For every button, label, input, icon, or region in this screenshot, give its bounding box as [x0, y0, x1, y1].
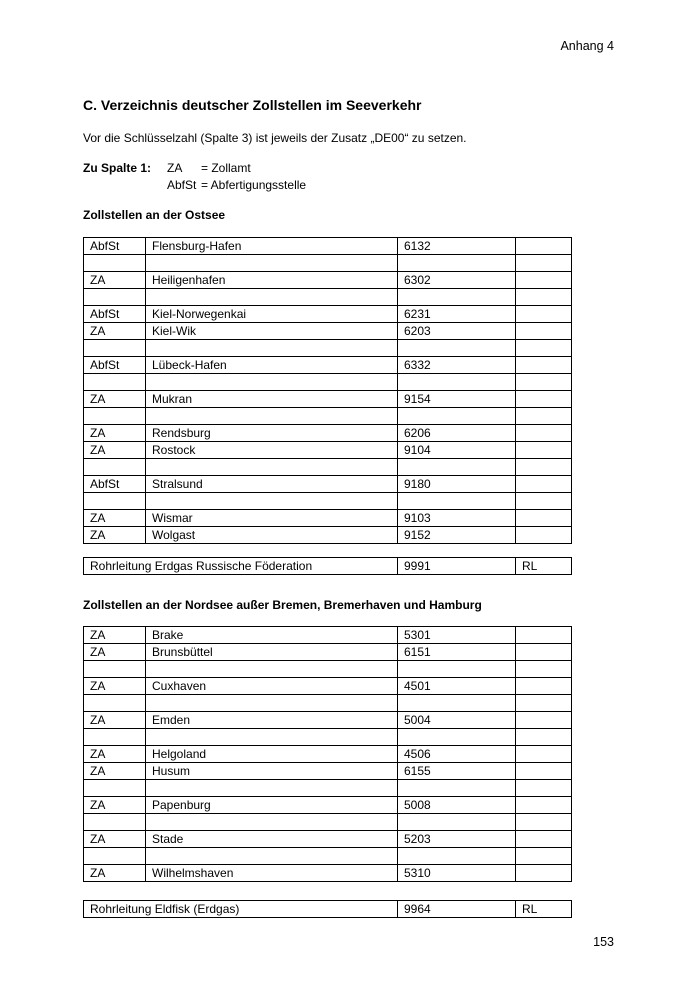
office-type-cell [84, 289, 146, 306]
table-row [84, 661, 572, 678]
note-cell [516, 391, 572, 408]
ostsee-pipeline-table [83, 557, 572, 575]
code-cell: 6203 [398, 323, 516, 340]
code-cell: 6206 [398, 425, 516, 442]
note-cell [516, 306, 572, 323]
office-type-cell [84, 729, 146, 746]
office-type-cell: ZA [84, 323, 146, 340]
office-name-cell: Kiel-Norwegenkai [146, 306, 398, 323]
office-name-cell: Heiligenhafen [146, 272, 398, 289]
code-cell [398, 255, 516, 272]
note-cell [516, 865, 572, 882]
code-cell [398, 661, 516, 678]
code-cell: 9104 [398, 442, 516, 459]
table-row [84, 374, 572, 391]
legend-abbr: AbfSt [167, 178, 197, 192]
office-type-cell [84, 661, 146, 678]
office-type-cell: ZA [84, 712, 146, 729]
table-row [84, 558, 572, 575]
table-row [84, 340, 572, 357]
pipeline-note: RL [516, 558, 572, 575]
office-type-cell [84, 493, 146, 510]
office-name-cell: Emden [146, 712, 398, 729]
nordsee-table [83, 626, 572, 882]
code-cell: 5008 [398, 797, 516, 814]
office-type-cell [84, 255, 146, 272]
office-name-cell [146, 695, 398, 712]
note-cell [516, 323, 572, 340]
office-name-cell [146, 408, 398, 425]
note-cell [516, 627, 572, 644]
office-type-cell: ZA [84, 425, 146, 442]
note-cell [516, 255, 572, 272]
note-cell [516, 374, 572, 391]
legend-desc: = Zollamt [201, 161, 251, 175]
office-name-cell: Wolgast [146, 527, 398, 544]
office-name-cell: Stade [146, 831, 398, 848]
office-name-cell [146, 814, 398, 831]
note-cell [516, 238, 572, 255]
table-row [84, 442, 572, 459]
note-cell [516, 729, 572, 746]
nordsee-pipeline-table [83, 900, 572, 918]
section-heading-nordsee: Zollstellen an der Nordsee außer Bremen, Bremerhaven und Hamburg [83, 598, 482, 612]
table-row [84, 729, 572, 746]
table-row [84, 323, 572, 340]
note-cell [516, 644, 572, 661]
table-row [84, 408, 572, 425]
note-cell [516, 780, 572, 797]
office-type-cell [84, 374, 146, 391]
office-name-cell [146, 255, 398, 272]
office-name-cell: Wismar [146, 510, 398, 527]
office-name-cell [146, 340, 398, 357]
table-row [84, 831, 572, 848]
table-row [84, 510, 572, 527]
code-cell: 5301 [398, 627, 516, 644]
office-name-cell: Kiel-Wik [146, 323, 398, 340]
office-type-cell: ZA [84, 272, 146, 289]
code-cell: 4501 [398, 678, 516, 695]
office-name-cell: Brake [146, 627, 398, 644]
office-name-cell [146, 289, 398, 306]
code-cell: 9103 [398, 510, 516, 527]
page-number: 153 [593, 935, 614, 949]
table-row [84, 712, 572, 729]
code-cell [398, 848, 516, 865]
note-cell [516, 442, 572, 459]
office-name-cell [146, 493, 398, 510]
office-name-cell: Papenburg [146, 797, 398, 814]
office-type-cell: ZA [84, 644, 146, 661]
table-row [84, 493, 572, 510]
note-cell [516, 527, 572, 544]
code-cell [398, 340, 516, 357]
office-type-cell: AbfSt [84, 238, 146, 255]
code-cell: 6155 [398, 763, 516, 780]
table-row [84, 678, 572, 695]
code-cell [398, 459, 516, 476]
office-name-cell: Rendsburg [146, 425, 398, 442]
table-row [84, 644, 572, 661]
code-cell: 6231 [398, 306, 516, 323]
table-row [84, 272, 572, 289]
note-cell [516, 459, 572, 476]
pipeline-name: Rohrleitung Erdgas Russische Föderation [84, 558, 398, 575]
office-type-cell: ZA [84, 442, 146, 459]
code-cell: 6132 [398, 238, 516, 255]
office-type-cell: ZA [84, 527, 146, 544]
table-row [84, 780, 572, 797]
table-row [84, 357, 572, 374]
page-title: C. Verzeichnis deutscher Zollstellen im Seeverkehr [83, 97, 422, 113]
office-name-cell: Lübeck-Hafen [146, 357, 398, 374]
office-type-cell [84, 780, 146, 797]
code-cell: 5203 [398, 831, 516, 848]
office-type-cell [84, 695, 146, 712]
note-cell [516, 797, 572, 814]
table-row [84, 814, 572, 831]
legend-desc: = Abfertigungsstelle [201, 178, 307, 192]
office-name-cell: Wilhelmshaven [146, 865, 398, 882]
office-name-cell: Husum [146, 763, 398, 780]
office-name-cell: Stralsund [146, 476, 398, 493]
note-cell [516, 425, 572, 442]
office-type-cell: ZA [84, 865, 146, 882]
office-type-cell [84, 814, 146, 831]
legend-abbr: ZA [167, 161, 183, 175]
code-cell: 6332 [398, 357, 516, 374]
code-cell [398, 814, 516, 831]
note-cell [516, 476, 572, 493]
table-row [84, 797, 572, 814]
note-cell [516, 746, 572, 763]
office-type-cell: ZA [84, 763, 146, 780]
table-row [84, 255, 572, 272]
table-row [84, 763, 572, 780]
table-row [84, 476, 572, 493]
office-type-cell [84, 848, 146, 865]
code-cell [398, 289, 516, 306]
code-cell [398, 780, 516, 797]
office-name-cell: Rostock [146, 442, 398, 459]
note-cell [516, 695, 572, 712]
note-cell [516, 678, 572, 695]
note-cell [516, 510, 572, 527]
office-type-cell: AbfSt [84, 306, 146, 323]
office-type-cell: ZA [84, 391, 146, 408]
table-row [84, 391, 572, 408]
office-name-cell: Mukran [146, 391, 398, 408]
office-type-cell: ZA [84, 831, 146, 848]
section-heading-ostsee: Zollstellen an der Ostsee [83, 208, 226, 222]
office-name-cell: Brunsbüttel [146, 644, 398, 661]
office-type-cell: AbfSt [84, 476, 146, 493]
appendix-label: Anhang 4 [560, 39, 614, 53]
code-cell: 9152 [398, 527, 516, 544]
code-cell [398, 695, 516, 712]
office-name-cell [146, 780, 398, 797]
table-row [84, 527, 572, 544]
table-row [84, 695, 572, 712]
office-name-cell: Flensburg-Hafen [146, 238, 398, 255]
office-type-cell: AbfSt [84, 357, 146, 374]
code-cell: 5004 [398, 712, 516, 729]
code-cell: 6151 [398, 644, 516, 661]
office-name-cell [146, 374, 398, 391]
office-type-cell: ZA [84, 678, 146, 695]
office-type-cell [84, 340, 146, 357]
code-cell: 9154 [398, 391, 516, 408]
note-cell [516, 661, 572, 678]
note-cell [516, 408, 572, 425]
code-cell [398, 374, 516, 391]
note-cell [516, 712, 572, 729]
note-cell [516, 272, 572, 289]
code-cell [398, 493, 516, 510]
office-type-cell [84, 459, 146, 476]
ostsee-table [83, 237, 572, 544]
note-cell [516, 831, 572, 848]
table-row [84, 746, 572, 763]
pipeline-name: Rohrleitung Eldfisk (Erdgas) [84, 901, 398, 918]
code-cell: 6302 [398, 272, 516, 289]
table-row [84, 238, 572, 255]
pipeline-code: 9991 [398, 558, 516, 575]
table-row [84, 289, 572, 306]
intro-text: Vor die Schlüsselzahl (Spalte 3) ist jeweils der Zusatz „DE00“ zu setzen. [83, 131, 467, 145]
code-cell: 5310 [398, 865, 516, 882]
table-row [84, 459, 572, 476]
pipeline-note: RL [516, 901, 572, 918]
code-cell: 4506 [398, 746, 516, 763]
pipeline-code: 9964 [398, 901, 516, 918]
table-row [84, 848, 572, 865]
office-type-cell: ZA [84, 746, 146, 763]
note-cell [516, 814, 572, 831]
office-name-cell: Helgoland [146, 746, 398, 763]
table-row [84, 901, 572, 918]
legend-label: Zu Spalte 1: [83, 161, 152, 175]
note-cell [516, 493, 572, 510]
office-type-cell [84, 408, 146, 425]
office-name-cell [146, 848, 398, 865]
office-name-cell [146, 729, 398, 746]
office-name-cell [146, 661, 398, 678]
code-cell [398, 729, 516, 746]
note-cell [516, 763, 572, 780]
note-cell [516, 340, 572, 357]
office-name-cell: Cuxhaven [146, 678, 398, 695]
table-row [84, 306, 572, 323]
code-cell [398, 408, 516, 425]
table-row [84, 425, 572, 442]
code-cell: 9180 [398, 476, 516, 493]
office-type-cell: ZA [84, 797, 146, 814]
note-cell [516, 848, 572, 865]
note-cell [516, 357, 572, 374]
office-type-cell: ZA [84, 510, 146, 527]
office-name-cell [146, 459, 398, 476]
note-cell [516, 289, 572, 306]
table-row [84, 865, 572, 882]
table-row [84, 627, 572, 644]
office-type-cell: ZA [84, 627, 146, 644]
